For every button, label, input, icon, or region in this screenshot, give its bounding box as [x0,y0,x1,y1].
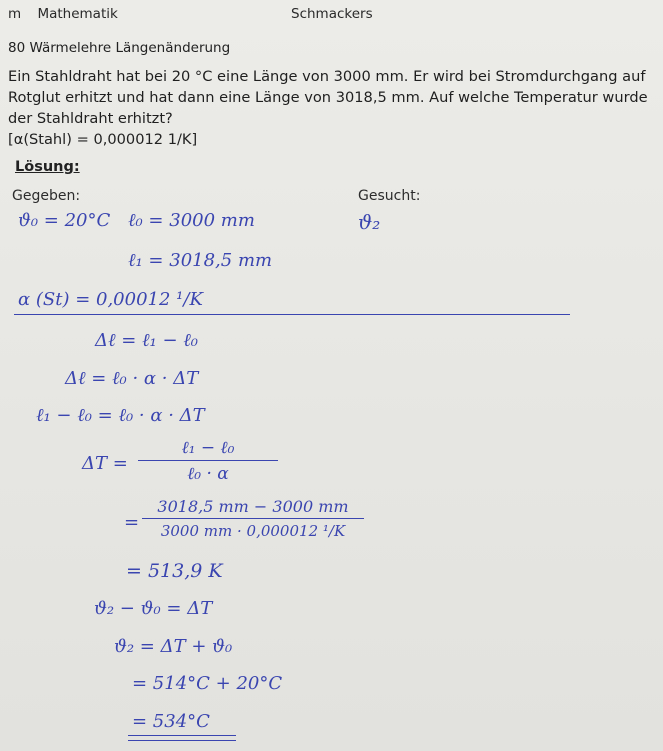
result-underline-2 [128,740,236,741]
separator-line [14,314,570,315]
hw-eq8: ϑ₂ = ΔT + ϑ₀ [114,636,233,657]
hw-eq6: = 513,9 K [126,560,223,582]
sought-label: Gesucht: [358,188,421,204]
hw-theta0: ϑ₀ = 20°C [18,210,111,231]
fraction-numeric-numerator: 3018,5 mm − 3000 mm [157,497,349,516]
fraction-formula-bar [138,460,278,461]
exercise-title: 80 Wärmelehre Längenänderung [8,40,231,56]
alpha-given: [α(Stahl) = 0,000012 1/K] [8,131,198,148]
header-author: Schmackers [291,6,373,22]
hw-eq1: Δℓ = ℓ₁ − ℓ₀ [95,330,198,351]
hw-l0: ℓ₀ = 3000 mm [128,210,255,231]
fraction-numeric-denominator: 3000 mm · 0,000012 ¹/K [160,522,346,541]
hw-eq4-lhs: ΔT = [82,453,128,474]
subject-name: Mathematik [37,6,118,22]
fraction-formula-denominator: ℓ₀ · α [187,464,229,485]
hw-result: = 534°C [132,711,210,732]
hw-alpha-line: α (St) = 0,00012 ¹/K [18,289,203,310]
hw-theta2-sought: ϑ₂ [358,210,381,234]
hw-l1: ℓ₁ = 3018,5 mm [128,250,273,271]
task-text: Ein Stahldraht hat bei 20 °C eine Länge von 3000 mm. Er wird bei Stromdurchgang auf Rotglut erhitzt und hat dann eine Länge von 3018,5 mm. Auf welche Temperatur wurde der Stahldraht erhitzt? [8,68,648,127]
hw-eq3: ℓ₁ − ℓ₀ = ℓ₀ · α · ΔT [36,405,205,426]
subject-prefix: m [8,6,22,22]
header-subject [8,6,118,22]
hw-eq5-equals: = [124,512,140,533]
solution-heading: Lösung: [15,159,80,175]
fraction-numeric [142,497,364,540]
fraction-formula [138,438,278,484]
result-underline-1 [128,735,236,736]
hw-eq9: = 514°C + 20°C [132,673,283,694]
given-label: Gegeben: [12,188,81,204]
hw-eq2: Δℓ = ℓ₀ · α · ΔT [65,368,199,389]
fraction-numeric-bar [142,518,364,519]
hw-eq7: ϑ₂ − ϑ₀ = ΔT [94,598,213,619]
fraction-formula-numerator: ℓ₁ − ℓ₀ [181,438,235,458]
